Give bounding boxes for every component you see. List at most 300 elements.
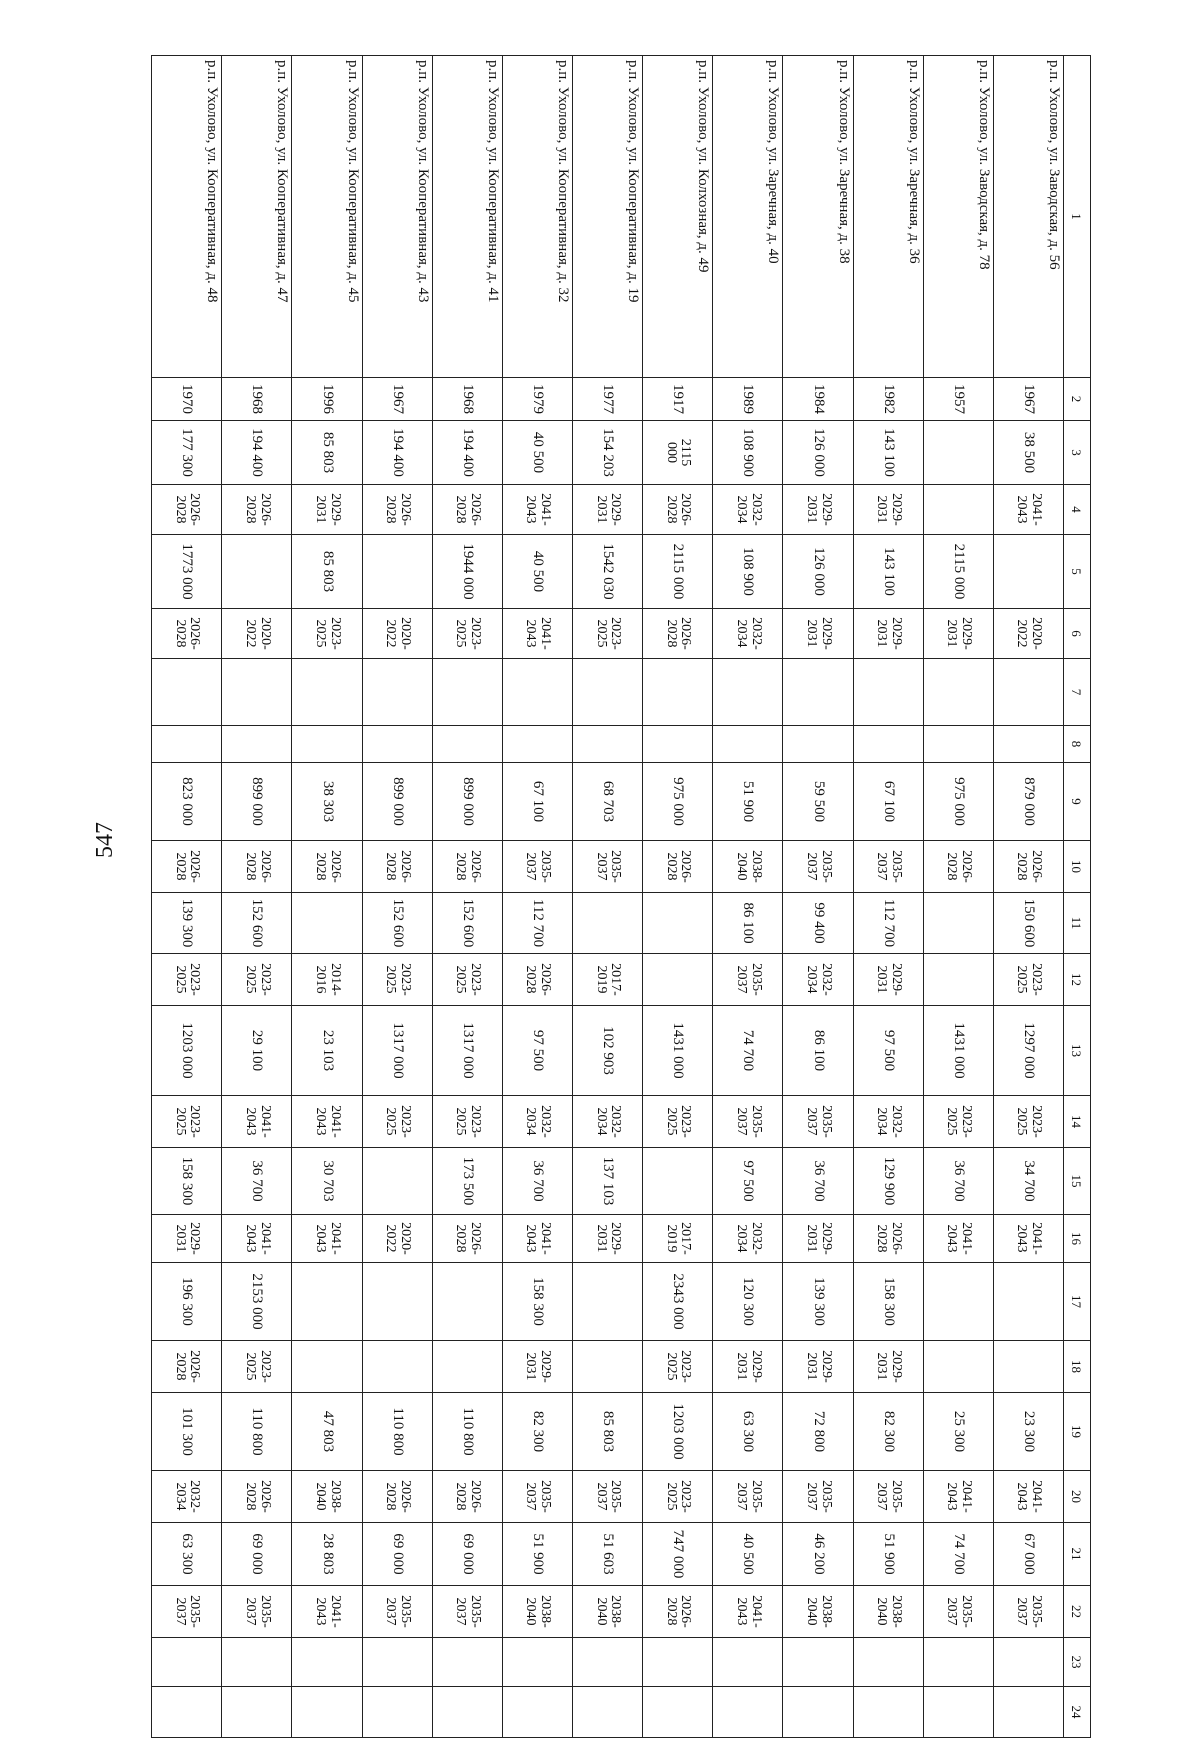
data-cell: 82 300 bbox=[502, 1393, 572, 1471]
data-cell: 85 803 bbox=[292, 421, 362, 485]
data-cell: 2032- 2034 bbox=[853, 1096, 923, 1148]
column-number: 2 bbox=[1064, 378, 1091, 421]
data-cell: 74 700 bbox=[923, 1523, 993, 1586]
data-cell bbox=[643, 1638, 713, 1687]
data-cell: 2029- 2031 bbox=[923, 609, 993, 659]
data-cell: 1982 bbox=[853, 378, 923, 421]
data-cell: 2032- 2034 bbox=[713, 609, 783, 659]
data-cell bbox=[362, 726, 432, 763]
data-cell: 1431 000 bbox=[923, 1006, 993, 1096]
data-cell: 2017- 2019 bbox=[573, 954, 643, 1006]
data-cell bbox=[362, 535, 432, 609]
data-cell: 2023- 2025 bbox=[222, 954, 292, 1006]
data-cell: 97 500 bbox=[853, 1006, 923, 1096]
data-cell: 63 300 bbox=[713, 1393, 783, 1471]
data-cell bbox=[432, 726, 502, 763]
address-cell: р.п. Ухолово, ул. Колхозная, д. 49 bbox=[643, 56, 713, 378]
data-cell: 2038- 2040 bbox=[853, 1586, 923, 1638]
data-cell: 150 600 bbox=[993, 893, 1063, 954]
data-cell bbox=[923, 726, 993, 763]
data-cell: 2029- 2031 bbox=[853, 1341, 923, 1393]
address-cell: р.п. Ухолово, ул. Кооперативная, д. 32 bbox=[502, 56, 572, 378]
data-cell: 85 803 bbox=[573, 1393, 643, 1471]
data-cell: 2041- 2043 bbox=[923, 1471, 993, 1523]
data-cell: 2035- 2037 bbox=[713, 1471, 783, 1523]
data-cell bbox=[923, 893, 993, 954]
address-cell: р.п. Ухолово, ул. Заречная, д. 36 bbox=[853, 56, 923, 378]
data-cell: 2029- 2031 bbox=[783, 609, 853, 659]
data-cell: 47 803 bbox=[292, 1393, 362, 1471]
data-cell: 2115 000 bbox=[643, 421, 713, 485]
data-cell: 2041- 2043 bbox=[292, 1096, 362, 1148]
data-cell bbox=[993, 1638, 1063, 1687]
data-cell: 2343 000 bbox=[643, 1263, 713, 1341]
table-row bbox=[993, 56, 1063, 1738]
address-cell: р.п. Ухолово, ул. Заводская, д. 78 bbox=[923, 56, 993, 378]
data-cell bbox=[222, 1687, 292, 1738]
column-number: 11 bbox=[1064, 893, 1091, 954]
data-cell: 72 800 bbox=[783, 1393, 853, 1471]
data-cell: 2029- 2031 bbox=[502, 1341, 572, 1393]
data-cell bbox=[502, 1687, 572, 1738]
data-cell: 2026- 2028 bbox=[432, 485, 502, 535]
data-cell: 1967 bbox=[993, 378, 1063, 421]
data-cell: 139 300 bbox=[783, 1263, 853, 1341]
data-cell: 152 600 bbox=[362, 893, 432, 954]
data-cell: 137 103 bbox=[573, 1148, 643, 1215]
data-cell: 2023- 2025 bbox=[362, 1096, 432, 1148]
data-cell: 36 700 bbox=[923, 1148, 993, 1215]
data-cell: 40 500 bbox=[502, 535, 572, 609]
data-cell: 2020- 2022 bbox=[222, 609, 292, 659]
data-cell: 2035- 2037 bbox=[783, 1096, 853, 1148]
data-cell: 126 000 bbox=[783, 421, 853, 485]
data-cell bbox=[993, 1687, 1063, 1738]
address-cell: р.п. Ухолово, ул. Кооперативная, д. 41 bbox=[432, 56, 502, 378]
data-cell bbox=[923, 1638, 993, 1687]
data-cell: 194 400 bbox=[222, 421, 292, 485]
data-cell: 2032- 2034 bbox=[573, 1096, 643, 1148]
data-cell: 2026- 2028 bbox=[152, 841, 222, 893]
data-cell: 2026- 2028 bbox=[432, 1471, 502, 1523]
column-number: 4 bbox=[1064, 485, 1091, 535]
data-cell: 2014- 2016 bbox=[292, 954, 362, 1006]
data-cell bbox=[502, 726, 572, 763]
data-cell bbox=[292, 1638, 362, 1687]
data-cell: 152 600 bbox=[432, 893, 502, 954]
data-cell bbox=[432, 1341, 502, 1393]
data-cell: 97 500 bbox=[502, 1006, 572, 1096]
data-cell bbox=[923, 421, 993, 485]
data-cell: 2026- 2028 bbox=[152, 609, 222, 659]
data-cell: 51 900 bbox=[713, 763, 783, 841]
data-cell bbox=[853, 659, 923, 726]
data-cell: 2041- 2043 bbox=[292, 1586, 362, 1638]
data-cell: 120 300 bbox=[713, 1263, 783, 1341]
data-cell bbox=[362, 1687, 432, 1738]
data-cell bbox=[292, 893, 362, 954]
data-cell: 177 300 bbox=[152, 421, 222, 485]
column-number: 19 bbox=[1064, 1393, 1091, 1471]
data-cell: 112 700 bbox=[853, 893, 923, 954]
data-cell: 25 300 bbox=[923, 1393, 993, 1471]
data-cell: 2041- 2043 bbox=[222, 1096, 292, 1148]
data-cell: 2041- 2043 bbox=[502, 485, 572, 535]
data-cell bbox=[643, 954, 713, 1006]
data-cell: 2029- 2031 bbox=[573, 1215, 643, 1263]
data-cell: 38 500 bbox=[993, 421, 1063, 485]
data-cell: 2041- 2043 bbox=[993, 1471, 1063, 1523]
data-cell: 2035- 2037 bbox=[923, 1586, 993, 1638]
data-cell: 2035- 2037 bbox=[993, 1586, 1063, 1638]
table-row bbox=[292, 56, 362, 1738]
column-number: 22 bbox=[1064, 1586, 1091, 1638]
data-cell: 158 300 bbox=[152, 1148, 222, 1215]
data-cell: 1917 bbox=[643, 378, 713, 421]
data-cell: 2026- 2028 bbox=[432, 1215, 502, 1263]
data-cell: 2035- 2037 bbox=[502, 1471, 572, 1523]
data-cell: 2032- 2034 bbox=[713, 485, 783, 535]
data-cell: 2041- 2043 bbox=[923, 1215, 993, 1263]
data-cell: 2029- 2031 bbox=[853, 609, 923, 659]
data-cell: 975 000 bbox=[643, 763, 713, 841]
data-cell: 2023- 2025 bbox=[362, 954, 432, 1006]
data-cell: 2032- 2034 bbox=[152, 1471, 222, 1523]
column-number: 15 bbox=[1064, 1148, 1091, 1215]
data-cell: 2023- 2025 bbox=[643, 1096, 713, 1148]
data-cell: 1977 bbox=[573, 378, 643, 421]
data-cell bbox=[993, 1263, 1063, 1341]
data-table bbox=[151, 55, 1091, 1738]
data-cell: 2029- 2031 bbox=[853, 485, 923, 535]
data-cell bbox=[292, 659, 362, 726]
data-cell: 1297 000 bbox=[993, 1006, 1063, 1096]
data-cell: 2032- 2034 bbox=[713, 1215, 783, 1263]
data-cell: 2026- 2028 bbox=[643, 841, 713, 893]
data-cell: 36 700 bbox=[783, 1148, 853, 1215]
data-cell: 34 700 bbox=[993, 1148, 1063, 1215]
data-cell: 38 303 bbox=[292, 763, 362, 841]
column-number: 20 bbox=[1064, 1471, 1091, 1523]
data-cell: 2026- 2028 bbox=[643, 1586, 713, 1638]
data-cell bbox=[853, 1687, 923, 1738]
data-cell bbox=[152, 659, 222, 726]
data-cell: 2041- 2043 bbox=[993, 1215, 1063, 1263]
data-cell: 194 400 bbox=[362, 421, 432, 485]
column-number: 6 bbox=[1064, 609, 1091, 659]
column-number: 8 bbox=[1064, 726, 1091, 763]
table-row bbox=[713, 56, 783, 1738]
data-cell: 74 700 bbox=[713, 1006, 783, 1096]
data-cell bbox=[152, 1638, 222, 1687]
data-cell: 1968 bbox=[432, 378, 502, 421]
data-cell: 2035- 2037 bbox=[573, 841, 643, 893]
data-cell: 2020- 2022 bbox=[362, 1215, 432, 1263]
data-cell: 1979 bbox=[502, 378, 572, 421]
data-cell: 2026- 2028 bbox=[853, 1215, 923, 1263]
data-cell bbox=[923, 485, 993, 535]
data-cell: 1968 bbox=[222, 378, 292, 421]
column-number: 18 bbox=[1064, 1341, 1091, 1393]
data-cell bbox=[362, 1263, 432, 1341]
data-cell: 975 000 bbox=[923, 763, 993, 841]
data-cell bbox=[292, 1687, 362, 1738]
address-cell: р.п. Ухолово, ул. Кооперативная, д. 19 bbox=[573, 56, 643, 378]
data-cell: 2023- 2025 bbox=[923, 1096, 993, 1148]
data-cell: 126 000 bbox=[783, 535, 853, 609]
data-cell: 1957 bbox=[923, 378, 993, 421]
data-cell: 2026- 2028 bbox=[643, 609, 713, 659]
data-cell: 823 000 bbox=[152, 763, 222, 841]
column-number: 3 bbox=[1064, 421, 1091, 485]
data-cell: 173 500 bbox=[432, 1148, 502, 1215]
data-cell: 2026- 2028 bbox=[222, 1471, 292, 1523]
data-cell bbox=[993, 535, 1063, 609]
data-cell: 86 100 bbox=[783, 1006, 853, 1096]
data-cell: 2029- 2031 bbox=[853, 954, 923, 1006]
data-cell: 1970 bbox=[152, 378, 222, 421]
data-cell: 2026- 2028 bbox=[222, 841, 292, 893]
data-cell: 29 100 bbox=[222, 1006, 292, 1096]
address-cell: р.п. Ухолово, ул. Кооперативная, д. 45 bbox=[292, 56, 362, 378]
data-cell bbox=[362, 1148, 432, 1215]
data-cell: 36 700 bbox=[502, 1148, 572, 1215]
data-cell: 1317 000 bbox=[432, 1006, 502, 1096]
data-cell: 2026- 2028 bbox=[362, 485, 432, 535]
data-cell: 59 500 bbox=[783, 763, 853, 841]
data-cell bbox=[573, 659, 643, 726]
data-cell bbox=[222, 726, 292, 763]
data-cell: 2029- 2031 bbox=[783, 485, 853, 535]
table-row bbox=[853, 56, 923, 1738]
data-cell: 1989 bbox=[713, 378, 783, 421]
data-cell: 67 000 bbox=[993, 1523, 1063, 1586]
data-cell bbox=[643, 659, 713, 726]
data-cell: 86 100 bbox=[713, 893, 783, 954]
data-cell bbox=[292, 1263, 362, 1341]
table-row bbox=[923, 56, 993, 1738]
data-cell bbox=[222, 1638, 292, 1687]
data-cell bbox=[432, 659, 502, 726]
data-cell bbox=[713, 659, 783, 726]
data-cell: 2023- 2025 bbox=[993, 954, 1063, 1006]
data-cell: 2032- 2034 bbox=[502, 1096, 572, 1148]
data-cell: 2035- 2037 bbox=[222, 1586, 292, 1638]
data-cell: 1996 bbox=[292, 378, 362, 421]
data-cell: 2041- 2043 bbox=[222, 1215, 292, 1263]
data-cell bbox=[853, 1638, 923, 1687]
data-cell: 2035- 2037 bbox=[152, 1586, 222, 1638]
address-cell: р.п. Ухолово, ул. Заводская, д. 56 bbox=[993, 56, 1063, 378]
data-cell: 2029- 2031 bbox=[713, 1341, 783, 1393]
table-row bbox=[152, 56, 222, 1738]
table-wrapper bbox=[151, 55, 1091, 1719]
data-cell: 2026- 2028 bbox=[643, 485, 713, 535]
data-cell: 2026- 2028 bbox=[222, 485, 292, 535]
data-cell: 40 500 bbox=[502, 421, 572, 485]
data-cell bbox=[713, 726, 783, 763]
column-number: 14 bbox=[1064, 1096, 1091, 1148]
column-number: 1 bbox=[1064, 56, 1091, 378]
table-row bbox=[783, 56, 853, 1738]
table-row bbox=[222, 56, 292, 1738]
data-cell: 2041- 2043 bbox=[502, 609, 572, 659]
column-number: 23 bbox=[1064, 1638, 1091, 1687]
data-cell bbox=[502, 1638, 572, 1687]
column-number: 24 bbox=[1064, 1687, 1091, 1738]
address-cell: р.п. Ухолово, ул. Кооперативная, д. 48 bbox=[152, 56, 222, 378]
data-cell: 2035- 2037 bbox=[502, 841, 572, 893]
data-cell bbox=[713, 1687, 783, 1738]
data-cell: 2023- 2025 bbox=[292, 609, 362, 659]
data-cell: 2035- 2037 bbox=[713, 1096, 783, 1148]
data-cell: 2038- 2040 bbox=[502, 1586, 572, 1638]
data-cell: 2029- 2031 bbox=[152, 1215, 222, 1263]
data-cell: 2020- 2022 bbox=[993, 609, 1063, 659]
data-cell: 67 100 bbox=[853, 763, 923, 841]
data-cell: 69 000 bbox=[362, 1523, 432, 1586]
data-cell bbox=[432, 1263, 502, 1341]
data-cell: 2017- 2019 bbox=[643, 1215, 713, 1263]
table-row bbox=[502, 56, 572, 1738]
data-cell: 2029- 2031 bbox=[783, 1341, 853, 1393]
data-cell: 2020- 2022 bbox=[362, 609, 432, 659]
data-cell: 101 300 bbox=[152, 1393, 222, 1471]
table-row bbox=[573, 56, 643, 1738]
data-cell: 51 900 bbox=[502, 1523, 572, 1586]
data-cell: 2038- 2040 bbox=[573, 1586, 643, 1638]
data-cell: 2023- 2025 bbox=[643, 1471, 713, 1523]
data-cell: 1542 030 bbox=[573, 535, 643, 609]
data-cell: 2035- 2037 bbox=[362, 1586, 432, 1638]
table-row bbox=[432, 56, 502, 1738]
data-cell: 1203 000 bbox=[643, 1393, 713, 1471]
data-cell bbox=[853, 726, 923, 763]
data-cell: 1203 000 bbox=[152, 1006, 222, 1096]
data-cell: 46 200 bbox=[783, 1523, 853, 1586]
data-cell: 2023- 2025 bbox=[152, 954, 222, 1006]
data-cell: 2026- 2028 bbox=[152, 1341, 222, 1393]
data-cell bbox=[432, 1638, 502, 1687]
data-cell bbox=[643, 1687, 713, 1738]
column-number: 17 bbox=[1064, 1263, 1091, 1341]
data-cell: 2026- 2028 bbox=[292, 841, 362, 893]
data-cell: 194 400 bbox=[432, 421, 502, 485]
data-cell: 2038- 2040 bbox=[783, 1586, 853, 1638]
data-cell: 2032- 2034 bbox=[783, 954, 853, 1006]
data-cell: 899 000 bbox=[432, 763, 502, 841]
data-cell: 2023- 2025 bbox=[432, 1096, 502, 1148]
data-cell: 36 700 bbox=[222, 1148, 292, 1215]
data-cell: 2035- 2037 bbox=[853, 1471, 923, 1523]
data-cell: 747 000 bbox=[643, 1523, 713, 1586]
data-cell: 2038- 2040 bbox=[292, 1471, 362, 1523]
data-cell bbox=[923, 1687, 993, 1738]
data-cell: 2023- 2025 bbox=[432, 954, 502, 1006]
data-cell: 110 800 bbox=[362, 1393, 432, 1471]
address-cell: р.п. Ухолово, ул. Заречная, д. 40 bbox=[713, 56, 783, 378]
data-cell: 30 703 bbox=[292, 1148, 362, 1215]
data-cell bbox=[573, 1263, 643, 1341]
column-number-row bbox=[1064, 56, 1091, 1738]
data-cell: 1944 000 bbox=[432, 535, 502, 609]
data-cell: 2026- 2028 bbox=[502, 954, 572, 1006]
data-cell bbox=[783, 1687, 853, 1738]
column-number: 9 bbox=[1064, 763, 1091, 841]
data-cell: 899 000 bbox=[222, 763, 292, 841]
data-cell bbox=[432, 1687, 502, 1738]
table-row bbox=[643, 56, 713, 1738]
data-cell: 2041- 2043 bbox=[292, 1215, 362, 1263]
data-cell bbox=[643, 893, 713, 954]
data-cell: 2115 000 bbox=[643, 535, 713, 609]
table-row bbox=[362, 56, 432, 1738]
data-cell bbox=[573, 1341, 643, 1393]
data-cell: 2035- 2037 bbox=[713, 954, 783, 1006]
data-cell: 2026- 2028 bbox=[362, 841, 432, 893]
data-cell bbox=[923, 659, 993, 726]
data-cell bbox=[993, 659, 1063, 726]
data-cell: 1967 bbox=[362, 378, 432, 421]
data-cell: 23 300 bbox=[993, 1393, 1063, 1471]
data-cell: 97 500 bbox=[713, 1148, 783, 1215]
column-number: 13 bbox=[1064, 1006, 1091, 1096]
data-cell bbox=[222, 535, 292, 609]
data-cell: 2026- 2028 bbox=[362, 1471, 432, 1523]
data-cell: 51 603 bbox=[573, 1523, 643, 1586]
data-cell bbox=[502, 659, 572, 726]
data-cell: 112 700 bbox=[502, 893, 572, 954]
data-cell: 2026- 2028 bbox=[993, 841, 1063, 893]
data-cell bbox=[362, 1341, 432, 1393]
data-cell: 1984 bbox=[783, 378, 853, 421]
data-cell: 67 100 bbox=[502, 763, 572, 841]
data-cell: 2023- 2025 bbox=[152, 1096, 222, 1148]
data-cell bbox=[573, 1687, 643, 1738]
data-cell: 2153 000 bbox=[222, 1263, 292, 1341]
data-cell: 196 300 bbox=[152, 1263, 222, 1341]
data-cell bbox=[152, 1687, 222, 1738]
column-number: 16 bbox=[1064, 1215, 1091, 1263]
data-cell bbox=[362, 659, 432, 726]
data-cell: 139 300 bbox=[152, 893, 222, 954]
data-cell bbox=[152, 726, 222, 763]
data-cell bbox=[222, 659, 292, 726]
data-cell: 2038- 2040 bbox=[713, 841, 783, 893]
data-cell bbox=[292, 1341, 362, 1393]
address-cell: р.п. Ухолово, ул. Кооперативная, д. 43 bbox=[362, 56, 432, 378]
data-cell: 2035- 2037 bbox=[783, 841, 853, 893]
data-cell: 69 000 bbox=[222, 1523, 292, 1586]
data-cell: 2115 000 bbox=[923, 535, 993, 609]
data-cell: 40 500 bbox=[713, 1523, 783, 1586]
data-cell: 1773 000 bbox=[152, 535, 222, 609]
data-cell: 2029- 2031 bbox=[292, 485, 362, 535]
data-cell: 2026- 2028 bbox=[152, 485, 222, 535]
data-cell bbox=[783, 726, 853, 763]
data-cell: 108 900 bbox=[713, 421, 783, 485]
data-cell: 2026- 2028 bbox=[432, 841, 502, 893]
data-cell bbox=[643, 1148, 713, 1215]
data-cell bbox=[923, 954, 993, 1006]
column-number: 12 bbox=[1064, 954, 1091, 1006]
data-cell bbox=[993, 726, 1063, 763]
data-cell bbox=[923, 1341, 993, 1393]
column-number: 21 bbox=[1064, 1523, 1091, 1586]
data-cell bbox=[573, 893, 643, 954]
page-number: 547 bbox=[91, 822, 118, 858]
data-cell bbox=[362, 1638, 432, 1687]
